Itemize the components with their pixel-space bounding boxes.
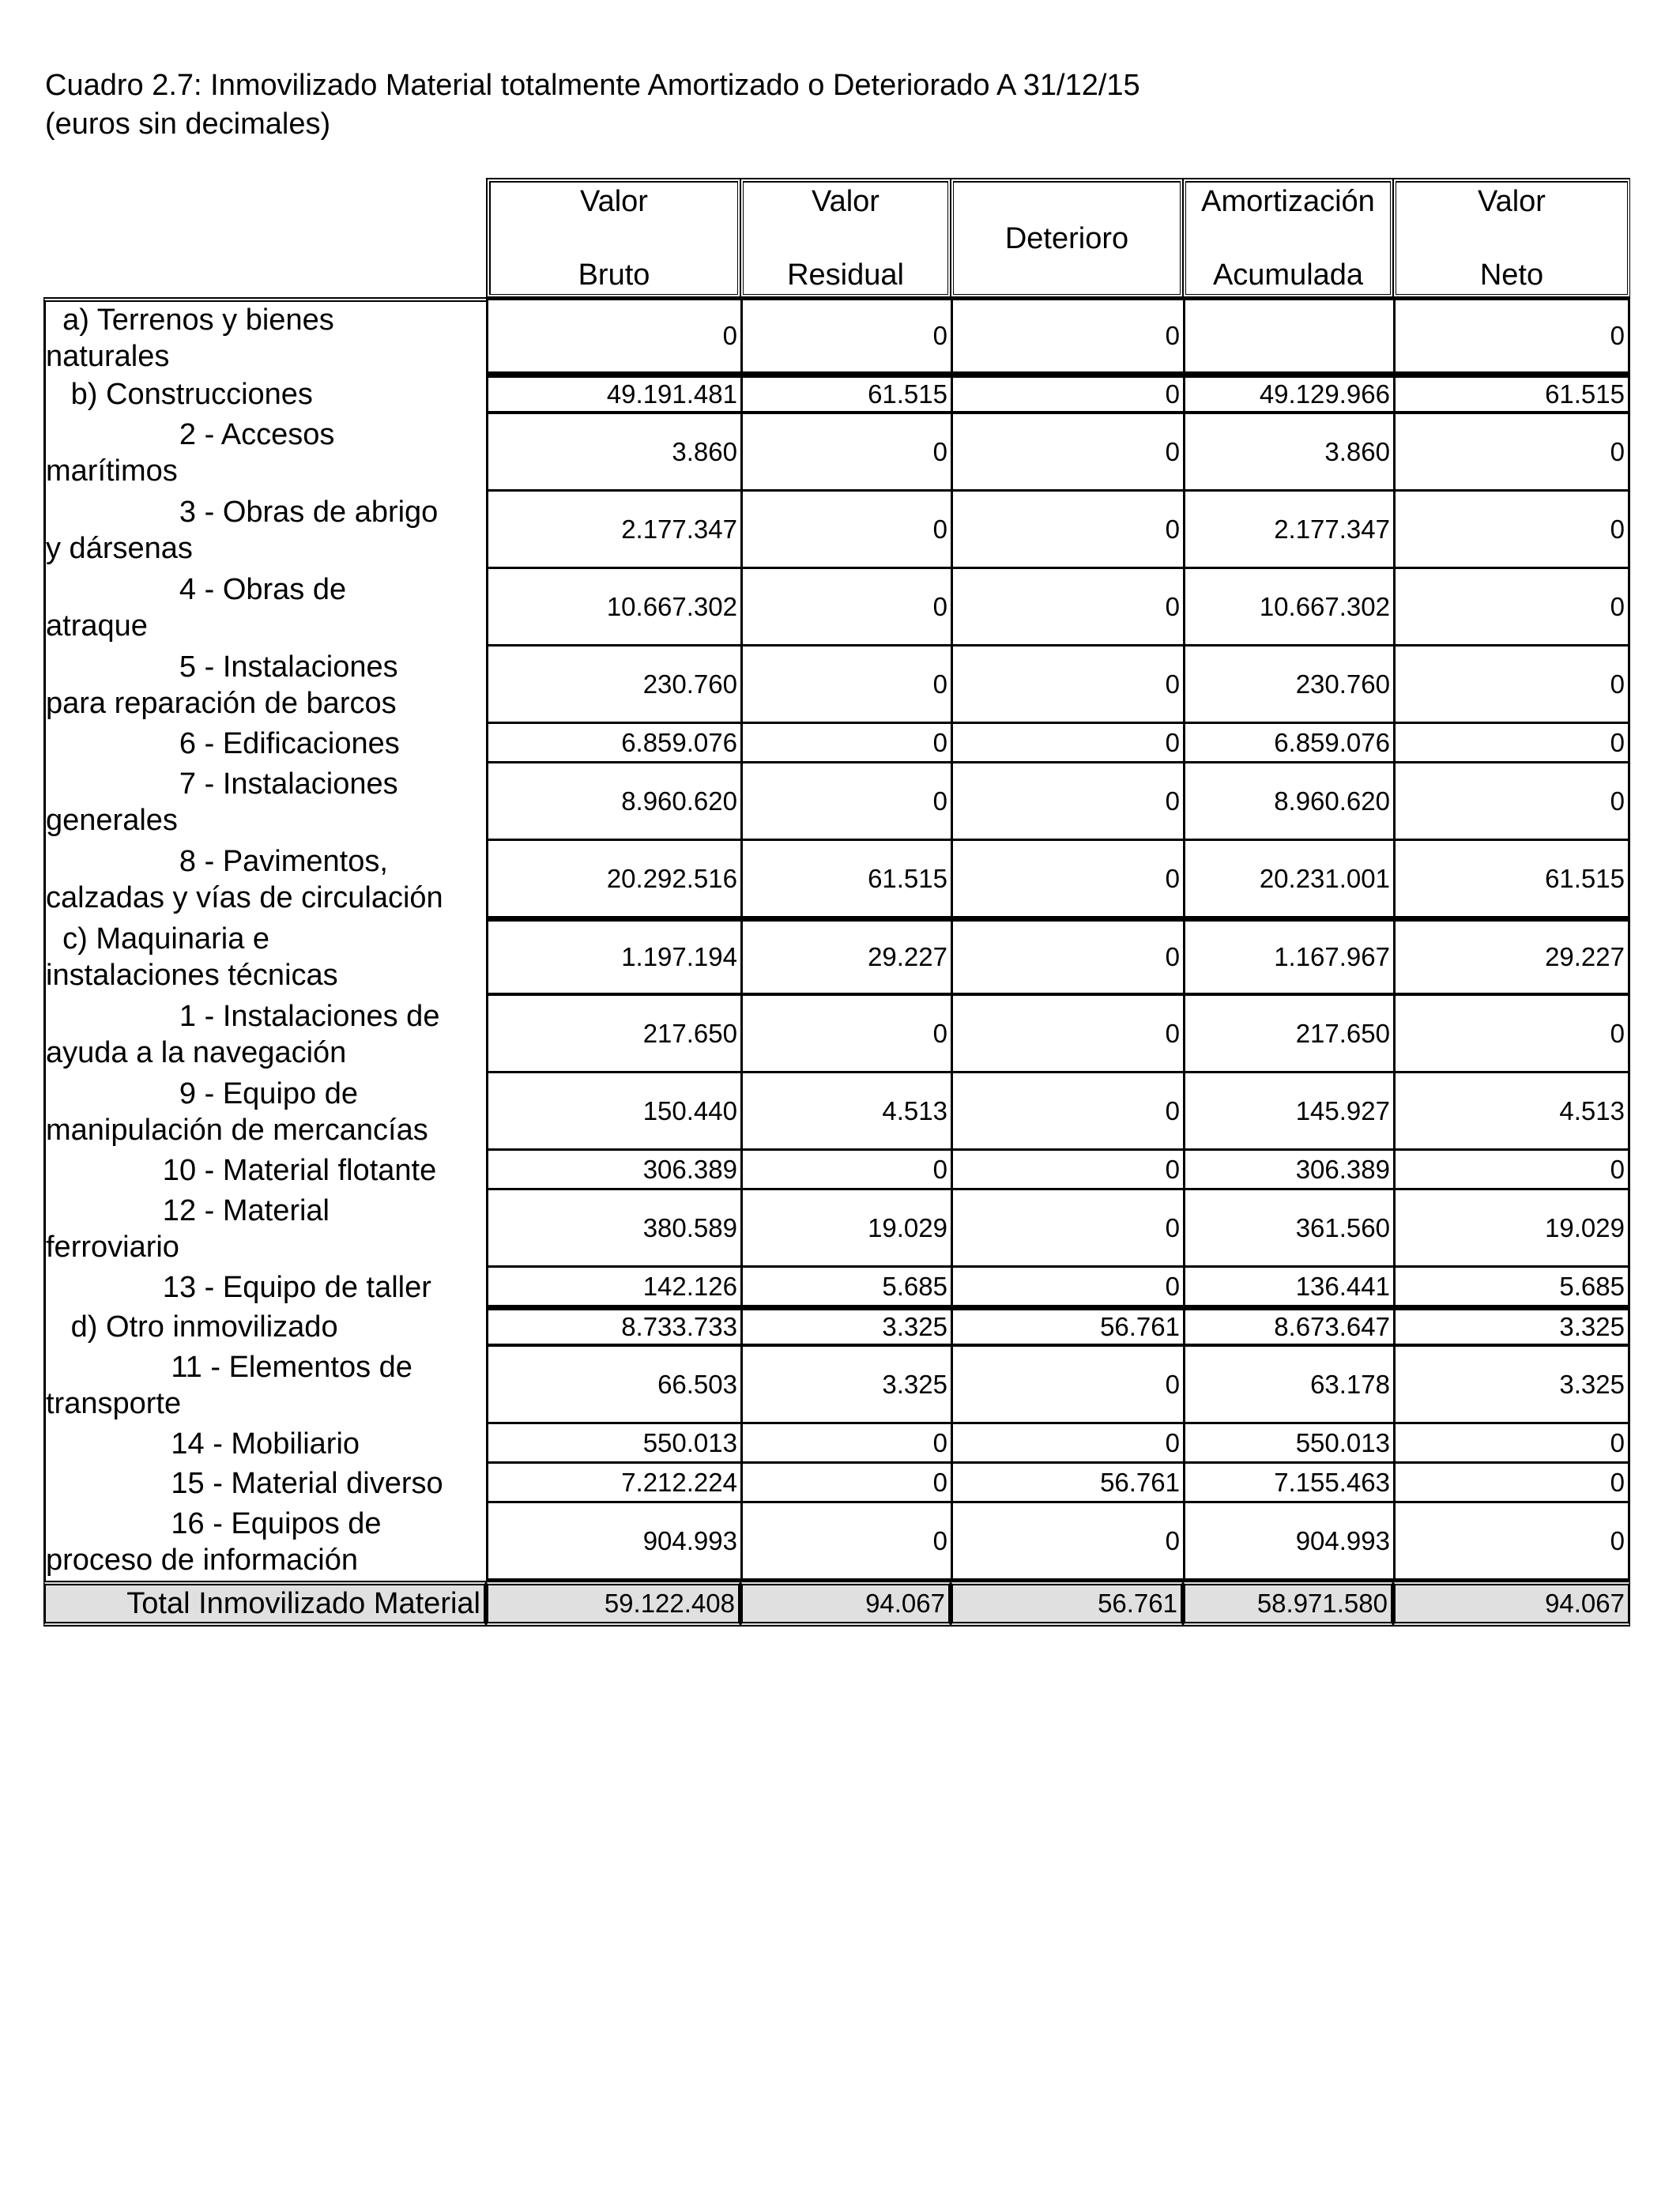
table-row bbox=[43, 297, 1630, 375]
row-label-line-2: y dársenas bbox=[46, 532, 193, 565]
table-cell: 5.685 bbox=[1393, 1268, 1630, 1307]
table-cell: 0 bbox=[1393, 724, 1630, 763]
table-cell: 3.860 bbox=[1183, 414, 1393, 492]
row-label bbox=[43, 375, 486, 414]
table-cell: 19.029 bbox=[740, 1190, 951, 1268]
table-cell: 29.227 bbox=[740, 918, 951, 996]
column-header-spacer bbox=[744, 221, 947, 256]
table-cell: 0 bbox=[740, 1424, 951, 1464]
row-label-line-1: 11 - Elementos de bbox=[46, 1351, 412, 1384]
total-cell: 58.971.580 bbox=[1183, 1581, 1393, 1627]
table-cell: 230.760 bbox=[1183, 647, 1393, 724]
table-cell: 0 bbox=[951, 724, 1183, 763]
header-row bbox=[43, 178, 1630, 297]
table-cell: 0 bbox=[951, 375, 1183, 414]
table-cell: 10.667.302 bbox=[486, 569, 740, 647]
table-cell: 6.859.076 bbox=[1183, 724, 1393, 763]
table-cell: 0 bbox=[1393, 996, 1630, 1073]
row-label-line-1: 12 - Material bbox=[46, 1194, 330, 1227]
column-header-spacer bbox=[1396, 221, 1627, 256]
table-row bbox=[43, 996, 1630, 1073]
title-line-2: (euros sin decimales) bbox=[45, 107, 331, 141]
table-cell: 0 bbox=[951, 763, 1183, 841]
total-cell: 56.761 bbox=[951, 1581, 1183, 1627]
column-header-text: Deterioro bbox=[1004, 221, 1129, 255]
table-cell: 230.760 bbox=[486, 647, 740, 724]
table-cell: 29.227 bbox=[1393, 918, 1630, 996]
table-cell: 8.673.647 bbox=[1183, 1307, 1393, 1347]
table-cell: 217.650 bbox=[1183, 996, 1393, 1073]
row-label-line-1: 6 - Edificaciones bbox=[46, 727, 400, 760]
table-cell: 5.685 bbox=[740, 1268, 951, 1307]
row-label-line-2: ayuda a la navegación bbox=[46, 1036, 347, 1069]
table-row bbox=[43, 841, 1630, 918]
table-cell: 61.515 bbox=[740, 841, 951, 918]
table-cell: 0 bbox=[951, 1073, 1183, 1151]
row-label-line-1: 9 - Equipo de bbox=[46, 1077, 358, 1110]
table-cell: 306.389 bbox=[486, 1151, 740, 1190]
table-cell: 904.993 bbox=[486, 1503, 740, 1581]
table-cell: 56.761 bbox=[951, 1307, 1183, 1347]
row-label bbox=[43, 1347, 486, 1424]
table-cell: 2.177.347 bbox=[1183, 492, 1393, 569]
row-label-line-2: calzadas y vías de circulación bbox=[46, 881, 443, 914]
table-cell: 20.231.001 bbox=[1183, 841, 1393, 918]
row-label-line-1: 3 - Obras de abrigo bbox=[46, 496, 439, 529]
table-cell: 8.960.620 bbox=[486, 763, 740, 841]
row-label bbox=[43, 1307, 486, 1347]
table-row bbox=[43, 1073, 1630, 1151]
table-cell: 0 bbox=[740, 763, 951, 841]
table-cell: 0 bbox=[740, 647, 951, 724]
row-label-line-1: 15 - Material diverso bbox=[46, 1467, 443, 1500]
total-cell: 59.122.408 bbox=[486, 1581, 740, 1627]
table-cell: 2.177.347 bbox=[486, 492, 740, 569]
column-header-line-2: Acumulada bbox=[1212, 258, 1364, 292]
row-label-line-2: transporte bbox=[46, 1387, 182, 1420]
table-row bbox=[43, 1347, 1630, 1424]
row-label-line-1: 16 - Equipos de bbox=[46, 1507, 382, 1540]
assets-table bbox=[43, 178, 1630, 1627]
row-label-line-1: 8 - Pavimentos, bbox=[46, 845, 388, 878]
table-cell: 380.589 bbox=[486, 1190, 740, 1268]
row-label-line-2: para reparación de barcos bbox=[46, 687, 397, 720]
table-cell: 0 bbox=[951, 841, 1183, 918]
row-label-line-2: generales bbox=[46, 804, 178, 837]
table-cell: 0 bbox=[1393, 297, 1630, 375]
table-cell: 361.560 bbox=[1183, 1190, 1393, 1268]
row-label-line-1: 2 - Accesos bbox=[46, 418, 335, 451]
row-label-line-1: 13 - Equipo de taller bbox=[46, 1271, 431, 1304]
header-blank bbox=[43, 178, 486, 297]
table-cell: 0 bbox=[951, 1151, 1183, 1190]
table-cell: 0 bbox=[1393, 1424, 1630, 1464]
row-label-line-1: 5 - Instalaciones bbox=[46, 650, 398, 684]
table-cell: 0 bbox=[951, 996, 1183, 1073]
table-cell: 4.513 bbox=[740, 1073, 951, 1151]
table-cell: 19.029 bbox=[1393, 1190, 1630, 1268]
table-cell: 10.667.302 bbox=[1183, 569, 1393, 647]
table-cell: 1.197.194 bbox=[486, 918, 740, 996]
table-cell: 56.761 bbox=[951, 1464, 1183, 1503]
table-cell bbox=[1183, 297, 1393, 375]
table-cell: 904.993 bbox=[1183, 1503, 1393, 1581]
table-cell: 0 bbox=[740, 1464, 951, 1503]
row-label bbox=[43, 1073, 486, 1151]
row-label bbox=[43, 1190, 486, 1268]
total-row bbox=[43, 1581, 1630, 1627]
table-cell: 0 bbox=[951, 492, 1183, 569]
table-cell: 6.859.076 bbox=[486, 724, 740, 763]
row-label bbox=[43, 763, 486, 841]
column-header-line-2: Bruto bbox=[578, 258, 650, 292]
table-cell: 3.325 bbox=[740, 1347, 951, 1424]
row-label-line-2: proceso de información bbox=[46, 1544, 358, 1577]
row-label-line-1: a) Terrenos y bienes bbox=[46, 303, 334, 337]
row-label bbox=[43, 297, 486, 375]
table-cell: 150.440 bbox=[486, 1073, 740, 1151]
table-cell: 0 bbox=[951, 1190, 1183, 1268]
table-cell: 0 bbox=[740, 297, 951, 375]
row-label-line-2: ferroviario bbox=[46, 1231, 179, 1264]
table-cell: 66.503 bbox=[486, 1347, 740, 1424]
table-cell: 0 bbox=[740, 724, 951, 763]
document-title bbox=[45, 66, 1140, 144]
table-cell: 49.129.966 bbox=[1183, 375, 1393, 414]
table-cell: 550.013 bbox=[486, 1424, 740, 1464]
row-label-line-1: d) Otro inmovilizado bbox=[46, 1310, 338, 1344]
total-label: Total Inmovilizado Material bbox=[43, 1581, 486, 1627]
table-cell: 0 bbox=[1393, 492, 1630, 569]
table-row bbox=[43, 1190, 1630, 1268]
row-label-line-1: c) Maquinaria e bbox=[46, 922, 270, 956]
table-row bbox=[43, 492, 1630, 569]
column-header-line-1: Amortización bbox=[1201, 185, 1375, 218]
table-row bbox=[43, 918, 1630, 996]
table-row bbox=[43, 1464, 1630, 1503]
table-row bbox=[43, 569, 1630, 647]
row-label bbox=[43, 492, 486, 569]
row-label bbox=[43, 1424, 486, 1464]
table-cell: 0 bbox=[740, 1151, 951, 1190]
table-cell: 306.389 bbox=[1183, 1151, 1393, 1190]
table-cell: 0 bbox=[486, 297, 740, 375]
table-cell: 0 bbox=[951, 1424, 1183, 1464]
table-cell: 0 bbox=[951, 414, 1183, 492]
row-label bbox=[43, 1151, 486, 1190]
table-cell: 0 bbox=[1393, 1503, 1630, 1581]
table-row bbox=[43, 1424, 1630, 1464]
title-line-1: Cuadro 2.7: Inmovilizado Material totalmente Amortizado o Deteriorado A 31/12/15 bbox=[45, 69, 1140, 102]
row-label bbox=[43, 647, 486, 724]
table-cell: 136.441 bbox=[1183, 1268, 1393, 1307]
table-cell: 61.515 bbox=[740, 375, 951, 414]
table-cell: 0 bbox=[951, 1268, 1183, 1307]
row-label-line-1: 10 - Material flotante bbox=[46, 1154, 437, 1187]
table-cell: 0 bbox=[740, 996, 951, 1073]
table-cell: 0 bbox=[951, 569, 1183, 647]
table-cell: 3.325 bbox=[740, 1307, 951, 1347]
total-cell: 94.067 bbox=[740, 1581, 951, 1627]
table-cell: 0 bbox=[951, 918, 1183, 996]
table-cell: 0 bbox=[740, 1503, 951, 1581]
table-cell: 61.515 bbox=[1393, 841, 1630, 918]
table-cell: 217.650 bbox=[486, 996, 740, 1073]
row-label-line-2: manipulación de mercancías bbox=[46, 1114, 428, 1147]
table-cell: 0 bbox=[1393, 763, 1630, 841]
table-row bbox=[43, 647, 1630, 724]
row-label bbox=[43, 841, 486, 918]
row-label-line-1: 1 - Instalaciones de bbox=[46, 1000, 440, 1033]
column-header bbox=[1183, 178, 1393, 297]
row-label-line-1: b) Construcciones bbox=[46, 378, 313, 411]
column-header bbox=[486, 178, 740, 297]
table-row bbox=[43, 1307, 1630, 1347]
table-cell: 3.860 bbox=[486, 414, 740, 492]
table-row bbox=[43, 1268, 1630, 1307]
column-header-line-1: Valor bbox=[1478, 185, 1546, 218]
table-cell: 0 bbox=[951, 1347, 1183, 1424]
table-cell: 0 bbox=[740, 492, 951, 569]
table-cell: 0 bbox=[951, 1503, 1183, 1581]
table-cell: 0 bbox=[951, 297, 1183, 375]
table-cell: 0 bbox=[1393, 1151, 1630, 1190]
table-cell: 7.212.224 bbox=[486, 1464, 740, 1503]
row-label bbox=[43, 569, 486, 647]
table-cell: 0 bbox=[1393, 569, 1630, 647]
table-row bbox=[43, 724, 1630, 763]
table-row bbox=[43, 763, 1630, 841]
column-header bbox=[1393, 178, 1630, 297]
column-header-line-1: Valor bbox=[580, 185, 648, 218]
table-cell: 1.167.967 bbox=[1183, 918, 1393, 996]
table-cell: 0 bbox=[1393, 414, 1630, 492]
table-cell: 4.513 bbox=[1393, 1073, 1630, 1151]
row-label bbox=[43, 724, 486, 763]
column-header bbox=[951, 178, 1183, 297]
column-header-line-2: Neto bbox=[1479, 258, 1544, 292]
table-cell: 63.178 bbox=[1183, 1347, 1393, 1424]
table-cell: 61.515 bbox=[1393, 375, 1630, 414]
row-label-line-1: 4 - Obras de bbox=[46, 573, 347, 606]
row-label bbox=[43, 1268, 486, 1307]
table-cell: 3.325 bbox=[1393, 1307, 1630, 1347]
table-row bbox=[43, 375, 1630, 414]
column-header bbox=[740, 178, 951, 297]
row-label-line-2: atraque bbox=[46, 609, 148, 643]
column-header-spacer bbox=[491, 221, 737, 256]
table-cell: 0 bbox=[740, 569, 951, 647]
table-cell: 0 bbox=[740, 414, 951, 492]
table-cell: 0 bbox=[1393, 1464, 1630, 1503]
row-label-line-2: marítimos bbox=[46, 454, 178, 488]
row-label-line-2: instalaciones técnicas bbox=[46, 959, 338, 992]
row-label-line-1: 14 - Mobiliario bbox=[46, 1427, 360, 1461]
table-cell: 3.325 bbox=[1393, 1347, 1630, 1424]
table-cell: 8.733.733 bbox=[486, 1307, 740, 1347]
table-cell: 145.927 bbox=[1183, 1073, 1393, 1151]
total-cell: 94.067 bbox=[1393, 1581, 1630, 1627]
row-label bbox=[43, 1503, 486, 1581]
table-cell: 20.292.516 bbox=[486, 841, 740, 918]
table-cell: 0 bbox=[951, 647, 1183, 724]
table-cell: 49.191.481 bbox=[486, 375, 740, 414]
row-label-line-1: 7 - Instalaciones bbox=[46, 767, 398, 801]
table-cell: 142.126 bbox=[486, 1268, 740, 1307]
column-header-line-2: Residual bbox=[787, 258, 904, 292]
row-label bbox=[43, 918, 486, 996]
row-label bbox=[43, 414, 486, 492]
table-cell: 0 bbox=[1393, 647, 1630, 724]
table-cell: 550.013 bbox=[1183, 1424, 1393, 1464]
column-header-line-1: Valor bbox=[812, 185, 880, 218]
table-cell: 7.155.463 bbox=[1183, 1464, 1393, 1503]
table-row bbox=[43, 414, 1630, 492]
table-row bbox=[43, 1503, 1630, 1581]
row-label-line-2: naturales bbox=[46, 340, 170, 373]
table-row bbox=[43, 1151, 1630, 1190]
row-label bbox=[43, 996, 486, 1073]
column-header-spacer bbox=[1186, 221, 1390, 256]
table-cell: 8.960.620 bbox=[1183, 763, 1393, 841]
row-label bbox=[43, 1464, 486, 1503]
